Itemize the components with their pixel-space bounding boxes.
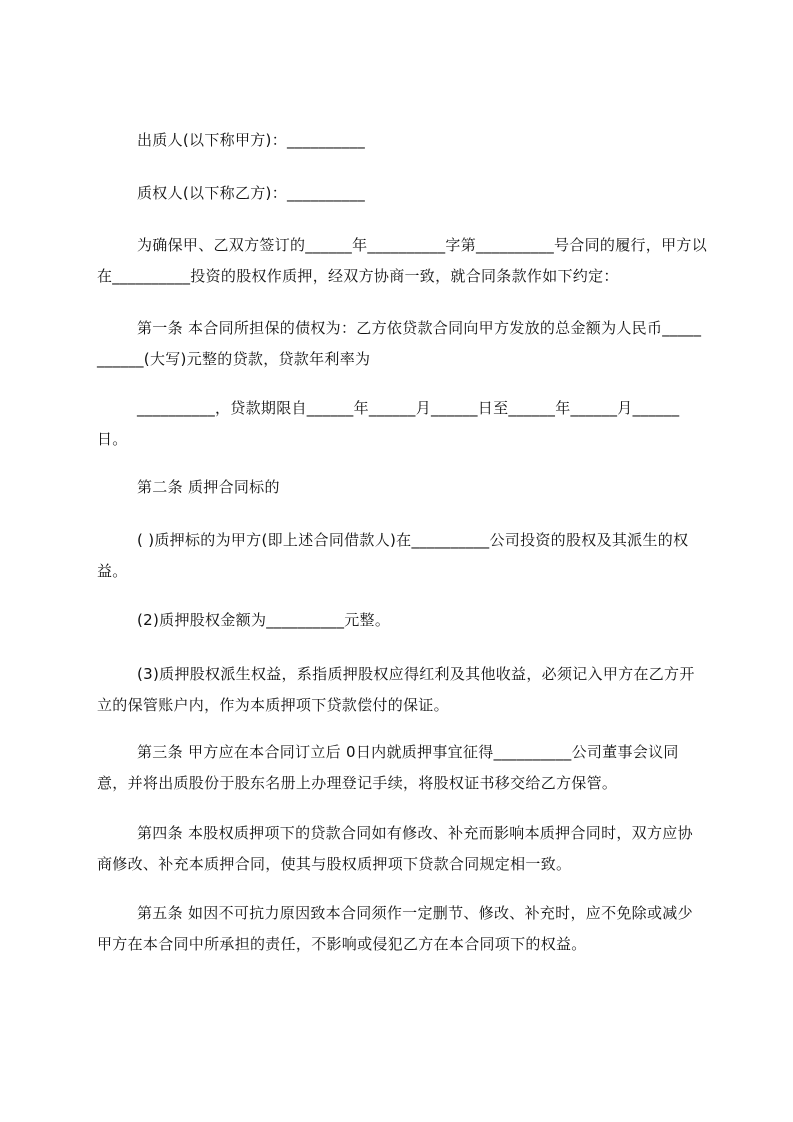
article-3-paragraph: 第三条 甲方应在本合同订立后 0日内就质押事宜征得__________公司董事会议同意，并将出质股份于股东名册上办理登记手续，将股权证书移交给乙方保管。 <box>97 743 679 792</box>
article-1-paragraph-a: 第一条 本合同所担保的债权为：乙方依贷款合同向甲方发放的总金额为人民币___________(大写)元整的贷款，贷款年利率为 <box>97 319 702 368</box>
intro-paragraph: 为确保甲、乙双方签订的______年__________字第__________号合同的履行，甲方以在__________投资的股权作质押，经双方协商一致，就合同条款作如下约定： <box>97 236 708 285</box>
article-2-item-3: (3)质押股权派生权益，系指质押股权应得红利及其他收益，必须记入甲方在乙方开立的保管账户内，作为本质押项下贷款偿付的保证。 <box>97 665 695 714</box>
article-4-paragraph: 第四条 本股权质押项下的贷款合同如有修改、补充而影响本质押合同时，双方应协商修改、补充本质押合同，使其与股权质押项下贷款合同规定相一致。 <box>97 824 693 873</box>
pledgor-line: 出质人(以下称甲方)：__________ <box>137 131 366 149</box>
article-1-paragraph-b: __________，贷款期限自______年______月______日至______年______月______日。 <box>97 399 680 448</box>
article-2-item-2: (2)质押股权金额为__________元整。 <box>137 611 391 629</box>
article-5-paragraph: 第五条 如因不可抗力原因致本合同须作一定删节、修改、补充时，应不免除或减少甲方在本合同中所承担的责任，不影响或侵犯乙方在本合同项下的权益。 <box>97 904 693 953</box>
pledgee-line: 质权人(以下称乙方)：__________ <box>137 184 366 202</box>
article-2-title: 第二条 质押合同标的 <box>137 478 280 496</box>
article-2-item-1: ( )质押标的为甲方(即上述合同借款人)在__________公司投资的股权及其派生的权益。 <box>97 531 689 580</box>
